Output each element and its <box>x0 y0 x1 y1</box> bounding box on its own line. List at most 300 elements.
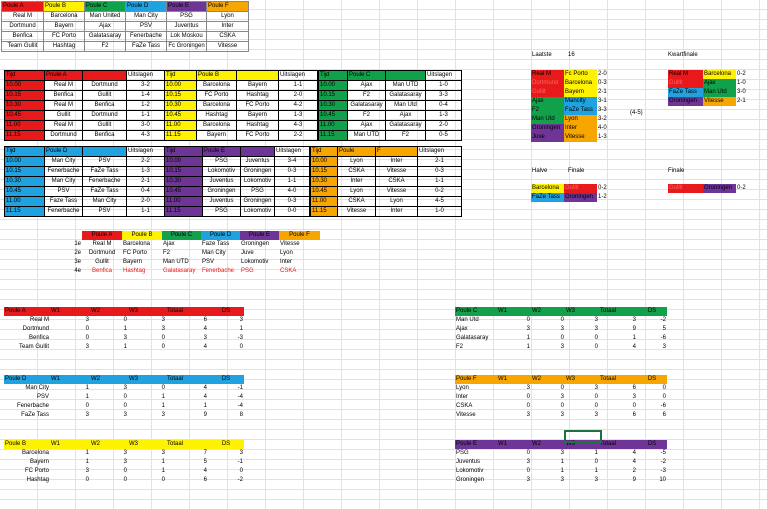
header-blank[interactable] <box>386 71 426 81</box>
header-poule-c[interactable]: Poule C <box>85 2 126 12</box>
stat-cell[interactable]: 9 <box>632 326 636 332</box>
home-team[interactable]: Man City <box>45 157 83 167</box>
match-score[interactable]: 1-3 <box>279 111 318 121</box>
home-team[interactable]: Groningen <box>203 187 241 197</box>
home-team[interactable]: Dortmund <box>531 79 564 88</box>
match-score[interactable]: 0-2 <box>598 185 607 191</box>
match-time[interactable]: 10.45 <box>5 111 45 121</box>
stat-cell[interactable]: 1 <box>123 326 127 332</box>
away-team[interactable]: Inter <box>564 124 597 133</box>
standings-col-header[interactable]: DS <box>208 440 244 449</box>
home-team[interactable]: Real M <box>45 101 83 111</box>
home-team[interactable]: Man UTD <box>348 131 386 141</box>
stat-cell[interactable]: 3 <box>594 477 598 483</box>
match-time[interactable]: 11.00 <box>319 121 348 131</box>
match-score[interactable]: 4-0 <box>598 125 607 131</box>
home-team[interactable]: FC Porto <box>197 91 237 101</box>
home-team[interactable]: Juventus <box>203 197 241 207</box>
cell[interactable]: Lyon <box>207 12 249 22</box>
ranking-team[interactable]: Gullit <box>95 259 109 265</box>
team-name[interactable]: Juventus <box>456 459 481 465</box>
away-team[interactable]: Galatasaray <box>386 121 426 131</box>
team-name[interactable]: Man City <box>25 385 49 391</box>
standings-title[interactable]: Poule F <box>455 375 497 384</box>
home-team[interactable]: FaZe Tass <box>668 88 703 97</box>
match-score[interactable]: 1-2 <box>598 194 607 200</box>
stat-cell[interactable]: -1 <box>237 459 243 465</box>
match-score[interactable]: 0-2 <box>418 187 462 197</box>
stat-cell[interactable]: 0 <box>239 344 243 350</box>
match-time[interactable]: 11.15 <box>165 207 203 217</box>
home-team[interactable]: Lokomotiv <box>203 167 241 177</box>
header-tijd[interactable]: Tijd <box>5 71 45 81</box>
away-team[interactable]: Barcelona <box>703 70 736 79</box>
standings-col-header[interactable]: W2 <box>531 307 565 316</box>
stat-cell[interactable]: 0 <box>662 385 666 391</box>
match-time[interactable]: 10.00 <box>5 157 45 167</box>
ranking-team[interactable]: FC Porto <box>123 250 148 256</box>
ranking-team[interactable]: Faze Tass <box>202 241 230 247</box>
stat-cell[interactable]: 7 <box>203 450 207 456</box>
stat-cell[interactable]: 0 <box>560 385 564 391</box>
header-tijd[interactable]: Tijd <box>311 147 338 157</box>
stat-cell[interactable]: 3 <box>526 412 530 418</box>
ranking-team[interactable]: Man UTD <box>163 259 189 265</box>
stat-cell[interactable]: 1 <box>161 468 165 474</box>
ranking-team[interactable]: F2 <box>163 250 171 256</box>
away-team[interactable]: Inter <box>376 157 418 167</box>
ranking-team[interactable]: Galatasaray <box>163 268 196 274</box>
away-team[interactable]: Dortmund <box>83 81 127 91</box>
header-uitslagen[interactable]: Uitslagen <box>275 147 310 157</box>
header-blank[interactable] <box>83 147 127 157</box>
stat-cell[interactable]: -2 <box>660 459 666 465</box>
team-name[interactable]: Man Utd <box>456 317 479 323</box>
home-team[interactable]: Ajax <box>348 81 386 91</box>
cell[interactable]: Juventus <box>167 22 207 32</box>
header-tijd[interactable]: Tijd <box>319 71 348 81</box>
home-team[interactable]: Galatasaray <box>348 101 386 111</box>
home-team[interactable]: Fenerbache <box>45 207 83 217</box>
home-team[interactable]: Fenerbache <box>45 167 83 177</box>
standings-col-header[interactable]: Totaal <box>166 440 208 449</box>
cell[interactable]: PSV <box>126 22 167 32</box>
stat-cell[interactable]: -3 <box>237 335 243 341</box>
home-team[interactable]: Barcelona <box>197 121 237 131</box>
stat-cell[interactable]: 0 <box>526 394 530 400</box>
ranking-position[interactable]: 1e <box>74 241 81 247</box>
home-team[interactable]: Man Utd <box>531 115 564 124</box>
stat-cell[interactable]: -4 <box>237 403 243 409</box>
cell[interactable]: Fenerbache <box>126 32 167 42</box>
home-team[interactable]: F2 <box>348 111 386 121</box>
team-name[interactable]: FaZe Tass <box>21 412 49 418</box>
match-score[interactable]: 3-2 <box>598 116 607 122</box>
team-name[interactable]: Ajax <box>456 326 468 332</box>
stat-cell[interactable]: 3 <box>526 459 530 465</box>
match-time[interactable]: 10.45 <box>311 187 338 197</box>
stat-cell[interactable]: 0 <box>123 477 127 483</box>
header-poule[interactable]: Poule C <box>348 71 386 81</box>
match-score[interactable]: 2-1 <box>418 157 462 167</box>
team-name[interactable]: Groningen <box>456 477 485 483</box>
match-score[interactable]: 0-3 <box>275 197 310 207</box>
home-team[interactable]: CSKA <box>338 167 376 177</box>
header-poule-d[interactable]: Poule D <box>126 2 167 12</box>
away-team[interactable]: Hashtag <box>237 121 279 131</box>
away-team[interactable]: Benfica <box>83 101 127 111</box>
stat-cell[interactable]: 1 <box>85 385 89 391</box>
stat-cell[interactable]: 10 <box>659 477 666 483</box>
stat-cell[interactable]: 0 <box>85 335 89 341</box>
team-name[interactable]: Vitesse <box>456 412 476 418</box>
ranking-team[interactable]: Vitesse <box>280 241 300 247</box>
ranking-header-f[interactable]: Poule F <box>279 231 320 240</box>
match-score[interactable]: 1-4 <box>127 91 165 101</box>
standings-col-header[interactable]: Totaal <box>599 307 637 316</box>
stat-cell[interactable]: 1 <box>161 459 165 465</box>
header-tijd[interactable]: Tijd <box>165 147 203 157</box>
match-score[interactable]: 4-3 <box>279 121 318 131</box>
team-name[interactable]: Lyon <box>456 385 469 391</box>
home-team[interactable]: Bayern <box>197 131 237 141</box>
away-team[interactable]: FC Porto <box>237 131 279 141</box>
standings-col-header[interactable]: W3 <box>128 440 166 449</box>
header-uitslagen[interactable]: Uitslagen <box>426 71 462 81</box>
home-team[interactable]: FaZe Tass <box>531 193 564 202</box>
home-team[interactable]: Juventus <box>203 177 241 187</box>
home-team[interactable]: F2 <box>531 106 564 115</box>
stat-cell[interactable]: 4 <box>203 385 207 391</box>
header-poule[interactable]: Poule A <box>45 71 83 81</box>
away-team[interactable]: Man City <box>83 197 127 207</box>
stat-cell[interactable]: 3 <box>239 450 243 456</box>
match-score[interactable]: 1-0 <box>426 81 462 91</box>
match-time[interactable]: 10.30 <box>165 177 203 187</box>
standings-col-header[interactable]: W3 <box>565 307 599 316</box>
cell[interactable]: Inter <box>207 22 249 32</box>
stat-cell[interactable]: 3 <box>560 412 564 418</box>
match-time[interactable]: 10.45 <box>165 111 197 121</box>
home-team[interactable]: Gullit <box>668 184 703 193</box>
standings-col-header[interactable]: W2 <box>90 440 128 449</box>
match-score[interactable]: 3-3 <box>426 91 462 101</box>
header-poule-e[interactable]: Poule E <box>167 2 207 12</box>
match-time[interactable]: 10.30 <box>311 177 338 187</box>
away-team[interactable]: Vitesse <box>703 97 736 106</box>
away-team[interactable]: Groningen <box>703 184 736 193</box>
away-team[interactable]: Lokomotiv <box>241 207 275 217</box>
away-team[interactable]: PSV <box>83 157 127 167</box>
home-team[interactable]: Ajax <box>531 97 564 106</box>
match-score[interactable]: 0-2 <box>737 71 746 77</box>
match-score[interactable]: 2-2 <box>127 157 165 167</box>
away-team[interactable]: FaZe Tass <box>83 167 127 177</box>
standings-col-header[interactable]: W3 <box>565 375 599 384</box>
standings-col-header[interactable]: Totaal <box>166 375 208 384</box>
match-score[interactable]: 0-3 <box>275 167 310 177</box>
home-team[interactable]: Dortmund <box>45 131 83 141</box>
ranking-team[interactable]: Groningen <box>241 241 270 247</box>
match-time[interactable]: 10.00 <box>165 81 197 91</box>
match-time[interactable]: 10.30 <box>319 101 348 111</box>
away-team[interactable]: Groningen <box>241 167 275 177</box>
home-team[interactable]: Hashtag <box>197 111 237 121</box>
match-score[interactable]: 3-1 <box>598 98 607 104</box>
stat-cell[interactable]: 2 <box>632 468 636 474</box>
standings-col-header[interactable]: W1 <box>50 440 90 449</box>
cell[interactable]: Real M <box>2 12 44 22</box>
team-name[interactable]: Galatasaray <box>456 335 489 341</box>
stat-cell[interactable]: 3 <box>85 317 89 323</box>
stat-cell[interactable]: 4 <box>203 344 207 350</box>
cell[interactable]: Ajax <box>85 22 126 32</box>
match-score[interactable]: 2-0 <box>598 71 607 77</box>
match-score[interactable]: 2-2 <box>279 131 318 141</box>
stat-cell[interactable]: 9 <box>203 412 207 418</box>
stat-cell[interactable]: 0 <box>526 450 530 456</box>
match-time[interactable]: 10.45 <box>5 187 45 197</box>
match-score[interactable]: 1-3 <box>598 134 607 140</box>
stat-cell[interactable]: 1 <box>85 450 89 456</box>
match-time[interactable]: 10.45 <box>165 187 203 197</box>
away-team[interactable]: Bayern <box>564 88 597 97</box>
match-score[interactable]: 1-1 <box>127 207 165 217</box>
away-team[interactable]: Benfica <box>83 131 127 141</box>
match-score[interactable]: 0-0 <box>275 207 310 217</box>
standings-col-header[interactable]: W1 <box>497 440 531 449</box>
match-time[interactable]: 11.15 <box>165 131 197 141</box>
stat-cell[interactable]: -6 <box>660 403 666 409</box>
stat-cell[interactable]: -1 <box>237 385 243 391</box>
match-score[interactable]: 4-2 <box>279 101 318 111</box>
stat-cell[interactable]: 3 <box>594 326 598 332</box>
match-time[interactable]: 10.45 <box>319 111 348 121</box>
match-time[interactable]: 11.00 <box>5 121 45 131</box>
cell[interactable]: Man United <box>85 12 126 22</box>
stat-cell[interactable]: 5 <box>203 459 207 465</box>
stat-cell[interactable]: 0 <box>239 468 243 474</box>
stat-cell[interactable]: 4 <box>203 468 207 474</box>
stat-cell[interactable]: 0 <box>123 403 127 409</box>
header-poule-b[interactable]: Poule B <box>44 2 85 12</box>
stat-cell[interactable]: 0 <box>526 317 530 323</box>
stat-cell[interactable]: -6 <box>660 335 666 341</box>
ranking-position[interactable]: 4e <box>74 268 81 274</box>
match-time[interactable]: 10.30 <box>5 101 45 111</box>
stat-cell[interactable]: 3 <box>123 450 127 456</box>
cell[interactable]: Man City <box>126 12 167 22</box>
stat-cell[interactable]: -3 <box>660 468 666 474</box>
match-time[interactable]: 10.00 <box>311 157 338 167</box>
match-time[interactable]: 10.00 <box>319 81 348 91</box>
away-team[interactable]: Groningen <box>564 193 597 202</box>
home-team[interactable]: PSG <box>203 207 241 217</box>
match-score[interactable]: 0-3 <box>598 80 607 86</box>
match-score[interactable]: 4-0 <box>275 187 310 197</box>
stat-cell[interactable]: 3 <box>594 412 598 418</box>
home-team[interactable]: Juve <box>531 133 564 142</box>
away-team[interactable]: Lyon <box>564 115 597 124</box>
stat-cell[interactable]: 3 <box>594 385 598 391</box>
header-poule-f[interactable]: Poule F <box>207 2 249 12</box>
match-score[interactable]: 1-1 <box>418 177 462 187</box>
home-team[interactable]: PSV <box>45 187 83 197</box>
away-team[interactable]: PSV <box>83 207 127 217</box>
stat-cell[interactable]: 6 <box>632 412 636 418</box>
ranking-team[interactable]: Ajax <box>163 241 175 247</box>
stat-cell[interactable]: 1 <box>161 403 165 409</box>
stat-cell[interactable]: 6 <box>662 412 666 418</box>
header-poule[interactable]: Poule B <box>197 71 237 81</box>
stat-cell[interactable]: 0 <box>85 326 89 332</box>
stat-cell[interactable]: 3 <box>123 412 127 418</box>
stat-cell[interactable]: 4 <box>632 450 636 456</box>
ranking-team[interactable]: Barcelona <box>123 241 151 247</box>
stat-cell[interactable]: 3 <box>161 326 165 332</box>
match-score[interactable]: 4-3 <box>127 131 165 141</box>
stat-cell[interactable]: 3 <box>560 477 564 483</box>
ranking-team[interactable]: CSKA <box>280 268 297 274</box>
stat-cell[interactable]: 1 <box>203 403 207 409</box>
stat-cell[interactable]: 3 <box>526 477 530 483</box>
match-score[interactable]: 0-2 <box>737 185 746 191</box>
standings-col-header[interactable]: Totaal <box>166 307 208 316</box>
home-team[interactable]: Real M <box>668 70 703 79</box>
stat-cell[interactable]: 0 <box>632 403 636 409</box>
ranking-team[interactable]: Fenerbache <box>202 268 235 274</box>
cell[interactable]: Lok Moskou <box>167 32 207 42</box>
match-time[interactable]: 10.15 <box>5 91 45 101</box>
cell[interactable]: Fc Groningen <box>167 42 207 52</box>
standings-col-header[interactable]: W1 <box>497 375 531 384</box>
match-score[interactable]: 1-2 <box>127 101 165 111</box>
home-team[interactable]: Inter <box>338 177 376 187</box>
home-team[interactable]: Barcelona <box>197 81 237 91</box>
standings-title[interactable]: Poule B <box>4 440 50 449</box>
team-name[interactable]: Benfica <box>28 335 49 341</box>
away-team[interactable]: Vitesse <box>376 187 418 197</box>
stat-cell[interactable]: 3 <box>161 317 165 323</box>
stat-cell[interactable]: -2 <box>660 317 666 323</box>
stat-cell[interactable]: 3 <box>526 385 530 391</box>
match-score[interactable]: 2-0 <box>127 197 165 207</box>
stat-cell[interactable]: 0 <box>594 394 598 400</box>
stat-cell[interactable]: 3 <box>123 459 127 465</box>
team-name[interactable]: F2 <box>456 344 464 350</box>
match-time[interactable]: 11.15 <box>5 207 45 217</box>
team-name[interactable]: PSV <box>36 394 49 400</box>
stat-cell[interactable]: 3 <box>85 412 89 418</box>
stat-cell[interactable]: 1 <box>526 335 530 341</box>
ranking-team[interactable]: Benfica <box>91 268 112 274</box>
team-name[interactable]: Barcelona <box>21 450 49 456</box>
ranking-header-a[interactable]: Poule A <box>82 231 122 240</box>
stat-cell[interactable]: 0 <box>123 468 127 474</box>
stat-cell[interactable]: -4 <box>237 394 243 400</box>
away-team[interactable]: Man Utd <box>386 101 426 111</box>
stat-cell[interactable]: 4 <box>203 326 207 332</box>
stat-cell[interactable]: 3 <box>560 344 564 350</box>
home-team[interactable]: PSG <box>203 157 241 167</box>
away-team[interactable]: Ajax <box>703 79 736 88</box>
away-team[interactable]: Gullit <box>83 91 127 101</box>
header-uitslagen[interactable]: Uitslagen <box>279 71 318 81</box>
header-poule[interactable]: Poule D <box>45 147 83 157</box>
stat-cell[interactable]: 0 <box>161 385 165 391</box>
away-team[interactable]: Hashtag <box>237 91 279 101</box>
home-team[interactable]: Gullit <box>668 79 703 88</box>
ranking-team[interactable]: Real M <box>92 241 112 247</box>
stat-cell[interactable]: 1 <box>632 335 636 341</box>
stat-cell[interactable]: 3 <box>203 335 207 341</box>
cell[interactable]: Barcelona <box>44 12 85 22</box>
match-score[interactable]: 1-1 <box>279 81 318 91</box>
match-time[interactable]: 10.15 <box>319 91 348 101</box>
away-team[interactable]: Lyon <box>376 197 418 207</box>
match-time[interactable]: 11.00 <box>5 197 45 207</box>
home-team[interactable]: F2 <box>348 91 386 101</box>
standings-col-header[interactable]: W2 <box>531 375 565 384</box>
header-blank[interactable] <box>241 147 275 157</box>
match-score[interactable]: 0-5 <box>426 131 462 141</box>
standings-col-header[interactable]: W3 <box>128 307 166 316</box>
stat-cell[interactable]: 1 <box>594 450 598 456</box>
match-time[interactable]: 10.15 <box>165 167 203 177</box>
ranking-header-c[interactable]: Poule C <box>162 231 201 240</box>
team-name[interactable]: Inter <box>456 394 469 400</box>
standings-title[interactable]: Poule D <box>4 375 50 384</box>
away-team[interactable]: Gullit <box>83 121 127 131</box>
standings-col-header[interactable]: W2 <box>90 375 128 384</box>
team-name[interactable]: Team Gullit <box>18 344 49 350</box>
match-time[interactable]: 11.00 <box>311 197 338 207</box>
match-time[interactable]: 10.00 <box>165 157 203 167</box>
home-team[interactable]: Lyon <box>338 187 376 197</box>
team-name[interactable]: Lokomotiv <box>456 468 484 474</box>
match-score[interactable]: 2-1 <box>737 98 746 104</box>
away-team[interactable]: Bayern <box>237 81 279 91</box>
home-team[interactable]: Lyon <box>338 157 376 167</box>
header-blank[interactable] <box>237 71 279 81</box>
team-name[interactable]: FC Porto <box>24 468 49 474</box>
match-score[interactable]: 1-0 <box>737 80 746 86</box>
away-team[interactable]: Vitesse <box>376 167 418 177</box>
match-score[interactable]: 3-0 <box>127 121 165 131</box>
away-team[interactable]: F2 <box>386 131 426 141</box>
match-score[interactable]: 4-5 <box>418 197 462 207</box>
away-team[interactable]: Inter <box>376 207 418 217</box>
stat-cell[interactable]: 1 <box>560 459 564 465</box>
team-name[interactable]: Dortmund <box>22 326 49 332</box>
selected-cell[interactable] <box>564 430 602 443</box>
stat-cell[interactable]: 1 <box>85 394 89 400</box>
standings-col-header[interactable]: DS <box>208 375 244 384</box>
header-blank[interactable]: F <box>376 147 418 157</box>
stat-cell[interactable]: 0 <box>594 403 598 409</box>
match-score[interactable]: 1-1 <box>127 111 165 121</box>
ranking-team[interactable]: Inter <box>280 259 293 265</box>
away-team[interactable]: Vitesse <box>564 133 597 142</box>
away-team[interactable]: Groningen <box>241 197 275 207</box>
stat-cell[interactable]: 0 <box>560 335 564 341</box>
stat-cell[interactable]: 3 <box>85 344 89 350</box>
stat-cell[interactable]: 6 <box>203 317 207 323</box>
match-score[interactable]: 2-1 <box>598 89 607 95</box>
stat-cell[interactable]: 3 <box>123 385 127 391</box>
stat-cell[interactable]: 5 <box>662 326 666 332</box>
stat-cell[interactable]: 4 <box>632 459 636 465</box>
